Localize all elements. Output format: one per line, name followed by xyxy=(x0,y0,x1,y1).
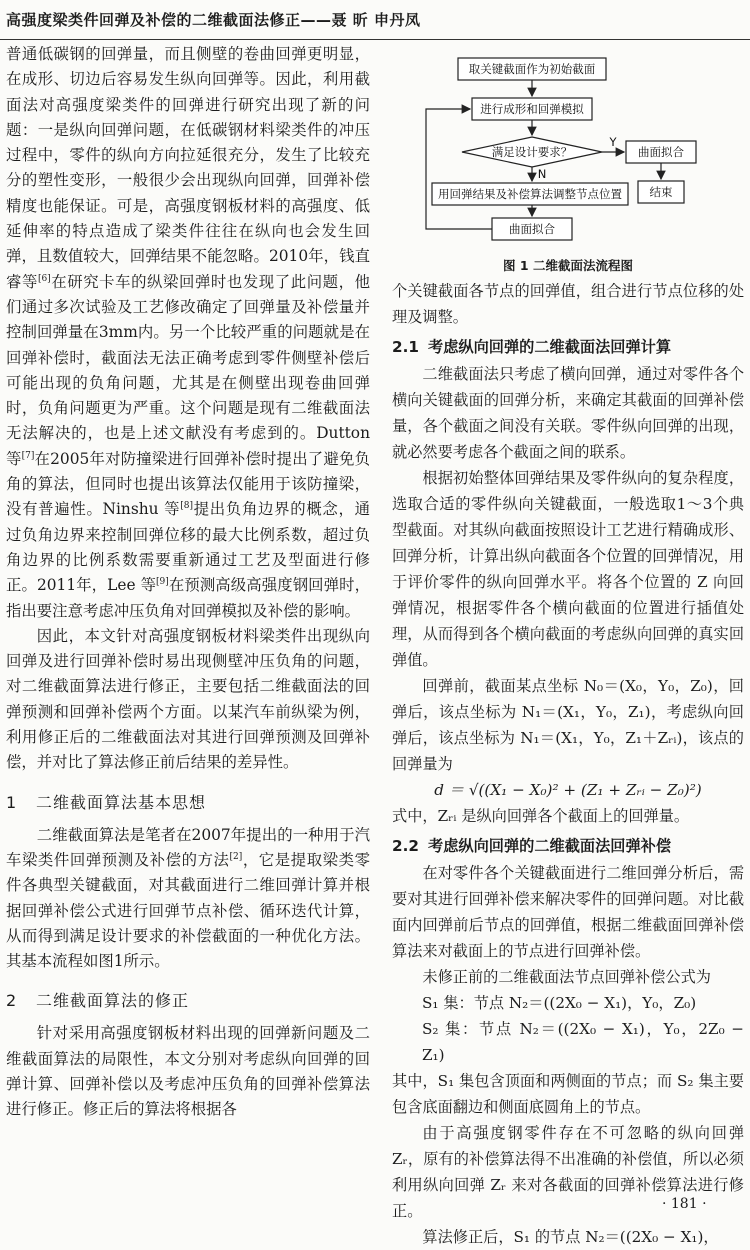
equation-note: 式中，Zᵣᵢ 是纵向回弹各个截面上的回弹量。 xyxy=(392,807,690,825)
flowchart-figure xyxy=(392,44,744,284)
paragraph-continued-right: 个关键截面各节点的回弹值，组合进行节点位移的处理及调整。 xyxy=(392,282,744,326)
flow-text-end: 结束 xyxy=(649,185,673,199)
para1-text: 普通低碳钢的回弹量，而且侧壁的卷曲回弹更明显，在成形、切边后容易发生纵向回弹等。因此，利用截面法对高强度梁类件的回弹进行研究出现了新的问题：一是纵向回弹问题，在低碳钢材料梁类件的冲压过程中，零件的纵向方向拉延很充分，发生了比较充分的塑性变形，一般很少会出现纵向回弹，回弹补偿精度也能保证。可是，高强度钢板材料的高强度、低延伸率的特点造成了梁类件往往在纵向也会发生回弹，且数值较大，回弹结果不能忽略。2010年，钱直睿等 xyxy=(6,45,370,291)
flow-text-adjust: 用回弹结果及补偿算法调整节点位置 xyxy=(438,187,622,201)
section-1-number: 1 xyxy=(6,792,18,812)
subsection-2-2-number: 2.2 xyxy=(392,837,419,855)
paragraph-2-1-c: 回弹前，截面某点坐标 N₀＝(X₀，Y₀，Z₀)，回弹后，该点坐标为 N₁＝(X₁，Y₀，Z₁)，考虑纵向回弹后，该点坐标为 N₁＝(X₁，Y₀，Z₁＋Zᵣᵢ)，该点的回弹量为 xyxy=(392,677,744,773)
para1d-text: 提出负角边界的概念，通过负角边界来控制回弹位移的最大比例系数，超过负角边界的比例系数需要重新通过工艺及型面进行修正。2011年，Lee 等 xyxy=(6,500,370,595)
subsection-2-2-heading xyxy=(392,835,744,856)
para1b-text: 在研究卡车的纵梁回弹时也发现了此问题，他们通过多次试验及工艺修改确定了回弹量及补偿量并控制回弹量在3mm内。另一个比较严重的问题就是在回弹补偿时，截面法无法正确考虑到零件侧壁补偿后可能出现的负角问题，尤其是在侧壁出现卷曲回弹时，负角问题更为严重。这个问题是现有二维截面法无法解决的，也是上述文献没有考虑到的。Dutton 等 xyxy=(6,272,370,468)
running-title: 高强度梁类件回弹及补偿的二维截面法修正——聂 昕 申丹凤 xyxy=(6,11,421,29)
paragraph-2-2-b: 未修正前的二维截面法节点回弹补偿公式为 xyxy=(422,968,711,986)
flow-text-start: 取关键截面作为初始截面 xyxy=(468,62,596,76)
para1c-text: 在2005年对防撞梁进行回弹补偿时提出了避免负角的算法，但同时也提出该算法仅能用于该防撞梁，没有普遍性。Ninshu 等 xyxy=(6,449,370,519)
paragraph-2-2-a: 在对零件各个关键截面进行二维回弹分析后，需要对其进行回弹补偿来解决零件的回弹问题。对比截面内回弹前后节点的回弹值，根据二维截面回弹补偿算法来对截面上的节点进行回弹补偿。 xyxy=(392,864,744,960)
citation-8[interactable]: [8] xyxy=(180,501,193,512)
flow-text-decision: 满足设计要求？ xyxy=(491,145,573,159)
right-column xyxy=(392,278,744,1250)
paragraph-2-2-c: 其中，S₁ 集包含顶面和两侧面的节点；而 S₂ 集主要包含底面翻边和侧面底圆角上的节点。 xyxy=(392,1072,744,1116)
flow-label-yes: Y xyxy=(609,135,617,149)
equation-springback-d: d ＝ √((X₁ − X₀)² + (Z₁ + Zᵣᵢ − Z₀)²) xyxy=(434,781,702,799)
page-number: · 181 · xyxy=(662,1196,707,1212)
paragraph-correction-intro: 针对采用高强度钢板材料出现的回弹新问题及二维截面算法的局限性，本文分别对考虑纵向回弹的回弹计算、回弹补偿以及考虑冲压负角的回弹补偿算法进行修正。修正后的算法将根据各 xyxy=(6,1024,370,1119)
flow-text-fit-bottom: 曲面拟合 xyxy=(509,222,555,236)
para3a-text: 二维截面算法是笔者在2007年提出的一种用于汽车梁类件回弹预测及补偿的方法 xyxy=(6,825,370,869)
paragraph-2-1-b: 根据初始整体回弹结果及零件纵向的复杂程度，选取合适的零件纵向关键截面，一般选取1～3个典型截面。对其纵向截面按照设计工艺进行精确成形、回弹分析，计算出纵向截面各个位置的回弹情况，用于评价零件的纵向回弹水平。将各个位置的 Z 向回弹情况，根据零件各个横向截面的位置进行插值处理，从而得到各个横向截面的考虑纵向回弹的真实回弹值。 xyxy=(392,469,744,669)
running-header xyxy=(0,0,750,40)
subsection-2-1-title: 考虑纵向回弹的二维截面法回弹计算 xyxy=(428,338,671,356)
paragraph-intro-continued xyxy=(6,42,370,624)
paragraph-2-1-a: 二维截面法只考虑了横向回弹，通过对零件各个横向关键截面的回弹分析，来确定其截面的回弹补偿量，各个截面之间没有关联。零件纵向回弹的出现，就必然要考虑各个截面之间的联系。 xyxy=(392,365,744,461)
equation-s2-set: S₂ 集：节点 N₂＝((2X₀ − X₁)，Y₀，2Z₀ − Z₁) xyxy=(422,1020,744,1064)
citation-2[interactable]: [2] xyxy=(229,851,243,862)
flow-text-fit-right: 曲面拟合 xyxy=(638,145,684,159)
paragraph-basic-idea xyxy=(6,823,370,975)
section-1-title: 二维截面算法基本思想 xyxy=(36,792,207,812)
paragraph-2-2-e: 算法修正后，S₁ 的节点 N₂＝((2X₀ − X₁)， xyxy=(422,1228,719,1246)
citation-9[interactable]: [9] xyxy=(156,577,169,588)
subsection-2-1-heading xyxy=(392,336,744,357)
section-2-number: 2 xyxy=(6,991,18,1011)
left-column xyxy=(6,42,370,1123)
citation-7[interactable]: [7] xyxy=(21,450,35,461)
paragraph-2-2-d: 由于高强度钢零件存在不可忽略的纵向回弹 Zᵣ，原有的补偿算法得不出准确的补偿值，所以必须利用纵向回弹 Zᵣ 来对各截面的回弹补偿算法进行修正。 xyxy=(392,1124,744,1220)
subsection-2-2-title: 考虑纵向回弹的二维截面法回弹补偿 xyxy=(428,837,671,855)
section-2-title: 二维截面算法的修正 xyxy=(36,991,190,1011)
subsection-2-1-number: 2.1 xyxy=(392,338,419,356)
citation-6[interactable]: [6] xyxy=(37,273,51,284)
section-2-heading xyxy=(6,988,370,1011)
paragraph-purpose: 因此，本文针对高强度钢板材料梁类件出现纵向回弹及进行回弹补偿时易出现侧壁冲压负角的问题，对二维截面算法进行修正，主要包括二维截面法的回弹预测和回弹补偿两个方面。以某汽车前纵梁为例，利用修正后的二维截面法对其进行回弹预测及回弹补偿，并对比了算法修正前后结果的差异性。 xyxy=(6,626,370,772)
section-1-heading xyxy=(6,790,370,813)
para3b-text: ，它是提取梁类零件各典型关键截面，对其截面进行二维回弹计算并根据回弹补偿公式进行回弹节点补偿、循环迭代计算，从而得到满足设计要求的补偿截面的一种优化方法。其基本流程如图1所示。 xyxy=(6,850,370,971)
figure-1-caption: 图 1 二维截面法流程图 xyxy=(503,258,633,273)
para1e-text: 在预测高级高强度钢回弹时，指出要注意考虑冲压负角对回弹模拟及补偿的影响。 xyxy=(6,576,370,620)
flow-text-simulate: 进行成形和回弹模拟 xyxy=(480,102,584,116)
equation-s1-set: S₁ 集：节点 N₂＝((2X₀ − X₁)，Y₀，Z₀) xyxy=(422,994,697,1012)
flow-label-no: N xyxy=(537,167,547,181)
